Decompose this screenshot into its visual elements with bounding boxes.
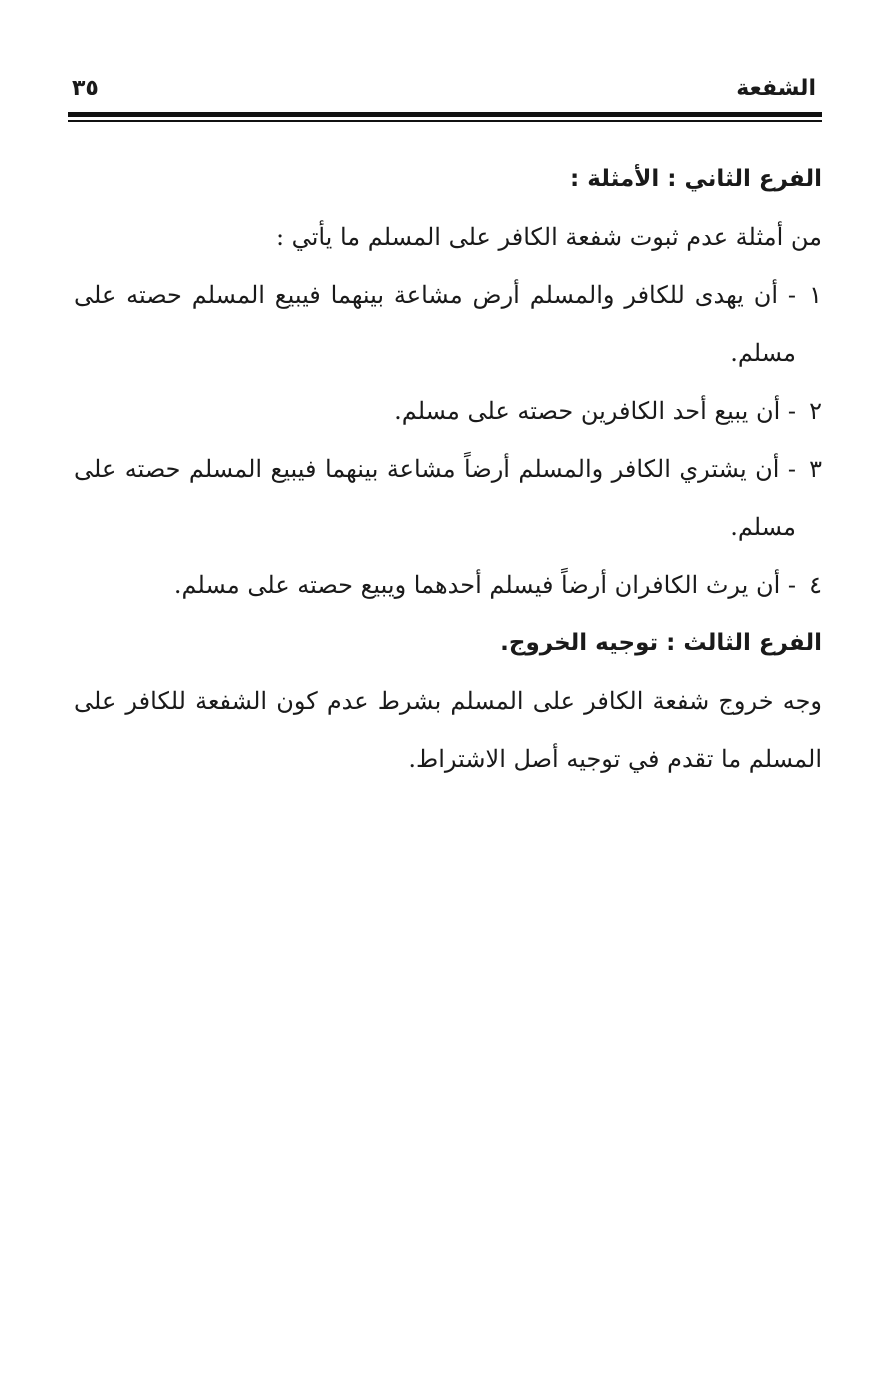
section-heading-justification: الفرع الثالث : توجيه الخروج. xyxy=(500,630,822,656)
header-rule-thick xyxy=(68,112,822,117)
list-item-number: ٣ xyxy=(809,455,822,483)
page-header xyxy=(68,70,822,110)
list-item xyxy=(74,382,822,440)
header-rule-thin xyxy=(68,120,822,122)
list-item-text: - أن يبيع أحد الكافرين حصته على مسلم. xyxy=(394,397,796,425)
list-item-number: ١ xyxy=(809,281,822,309)
page-number: ٣٥ xyxy=(72,76,99,101)
list-item xyxy=(74,266,822,382)
list-item xyxy=(74,440,822,556)
list-item-number: ٢ xyxy=(809,397,822,425)
list-item-text: - أن يرث الكافران أرضاً فيسلم أحدهما ويبيع حصته على مسلم. xyxy=(173,571,796,599)
list-item-number: ٤ xyxy=(809,571,822,599)
page-content xyxy=(74,150,822,788)
list-item-text: - أن يهدى للكافر والمسلم أرض مشاعة بينهما فيبيع المسلم حصته على مسلم. xyxy=(74,281,796,367)
running-title: الشفعة xyxy=(736,76,816,101)
list-item xyxy=(74,556,822,614)
list-item-text: - أن يشتري الكافر والمسلم أرضاً مشاعة بينهما فيبيع المسلم حصته على مسلم. xyxy=(74,455,796,541)
justification-paragraph: وجه خروج شفعة الكافر على المسلم بشرط عدم كون الشفعة للكافر على المسلم ما تقدم في توجيه أصل الاشتراط. xyxy=(74,687,822,773)
section-heading-examples: الفرع الثاني : الأمثلة : xyxy=(570,166,822,192)
intro-paragraph: من أمثلة عدم ثبوت شفعة الكافر على المسلم ما يأتي : xyxy=(275,223,822,251)
